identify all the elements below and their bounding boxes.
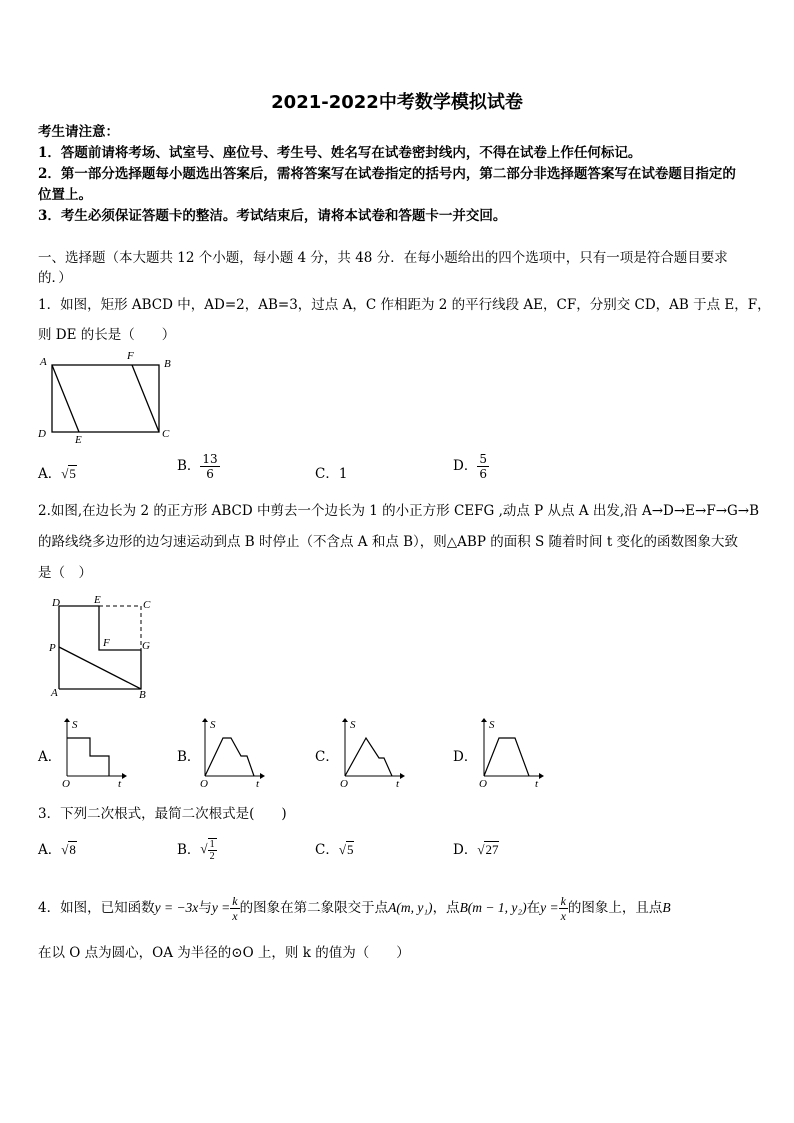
q4-text: ，点 [432, 900, 460, 916]
q4-stem-cont: 在以 O 点为圆心，OA 为半径的⊙O 上，则 k 的值为（ ） [38, 945, 410, 961]
q4-text: 的图象在第二象限交于点 [239, 900, 389, 916]
q1-label-A: A [40, 356, 47, 368]
option-value: 1 [338, 466, 348, 482]
q4-point-b: B(m − 1, y₂) [459, 900, 527, 915]
q1-label-C: C [162, 428, 170, 440]
notice-item: 2．第一部分选择题每小题选出答案后，需将答案写在试卷指定的括号内，第二部分非选择题答案写在试卷题目指定的 [38, 166, 736, 182]
svg-text:S: S [72, 719, 78, 731]
notice-item: 位置上。 [38, 187, 92, 203]
q4-formula: y = −3x [154, 900, 199, 915]
q4-point-b-label: B [662, 900, 671, 915]
q1-stem: 1．如图，矩形 ABCD 中，AD=2，AB=3，过点 A，C 作相距为 2 的平行线段 AE，CF，分别交 CD，AB 于点 E，F， [38, 297, 771, 313]
q3-option-b[interactable] [177, 838, 217, 862]
q1-label-D: D [38, 428, 46, 440]
q1-label-F: F [127, 350, 134, 362]
q2-label-C: C [143, 599, 151, 611]
q1-option-c[interactable] [315, 462, 347, 482]
q4-point-a: A(m, y₁) [388, 900, 433, 915]
q2-option-b[interactable]: B． [177, 749, 201, 765]
option-label: A． [38, 466, 62, 482]
q3-option-c[interactable] [315, 838, 354, 858]
q2-square-figure [44, 592, 164, 700]
q1-stem-cont: 则 DE 的长是（ ） [38, 327, 176, 343]
q2-label-G: G [142, 640, 150, 652]
q2-stem-cont2: 是（ ） [38, 565, 92, 581]
svg-text:O: O [340, 778, 348, 790]
q2-label-E: E [94, 594, 101, 606]
svg-text:t: t [396, 778, 400, 790]
q4-stem [38, 893, 671, 923]
svg-text:O: O [62, 778, 70, 790]
section-heading-cont: 的．） [38, 270, 72, 286]
section-heading: 一、选择题（本大题共 12 个小题，每小题 4 分，共 48 分．在每小题给出的四个选项中，只有一项是符合题目要求 [38, 250, 728, 266]
q2-option-c[interactable]: C． [315, 749, 339, 765]
q2-label-D: D [52, 597, 60, 609]
q3-stem: 3．下列二次根式，最简二次根式是( ) [38, 806, 287, 822]
q2-graph-c [338, 718, 406, 790]
q4-fraction: $\frac{k}{x}$ [560, 894, 566, 923]
q1-option-d[interactable] [453, 452, 489, 481]
q1-option-a[interactable] [38, 462, 77, 482]
q2-graph-b [198, 718, 266, 790]
svg-text:O: O [479, 778, 487, 790]
svg-text:t: t [118, 778, 122, 790]
q2-stem-cont: 的路线绕多边形的边匀速运动到点 B 时停止（不含点 A 和点 B），则△ABP 的面积 S 随着时间 t 变化的函数图象大致 [38, 534, 739, 550]
option-label: C． [315, 466, 339, 482]
svg-text:t: t [535, 778, 539, 790]
q2-label-F: F [103, 637, 110, 649]
fraction: $\frac{5}{6}$ [479, 452, 487, 481]
q2-label-P: P [49, 642, 56, 654]
sqrt-expression: √8 [61, 842, 76, 857]
sqrt-expression: √27 [477, 842, 499, 857]
q1-label-B: B [164, 358, 171, 370]
option-label: B． [177, 458, 201, 474]
svg-text:S: S [350, 719, 356, 731]
q1-label-E: E [75, 434, 82, 446]
q4-formula: y = [211, 900, 231, 915]
q3-option-a[interactable] [38, 838, 77, 858]
option-label: C． [315, 842, 339, 858]
q2-graph-a [60, 718, 128, 790]
sqrt-expression: √5 [338, 842, 354, 857]
q2-option-d[interactable]: D． [453, 749, 478, 765]
q4-text: 4．如图，已知函数 [38, 900, 155, 916]
q2-option-a[interactable]: A． [38, 749, 62, 765]
svg-text:O: O [200, 778, 208, 790]
q4-text: 的图象上，且点 [567, 900, 663, 916]
notice-heading: 考生请注意： [38, 124, 119, 140]
sqrt-fraction: √ $\frac{1}{2}$ [200, 839, 215, 862]
q3-option-d[interactable] [453, 838, 499, 858]
q2-graph-d [477, 718, 545, 790]
notice-item: 1．答题前请将考场、试室号、座位号、考生号、姓名写在试卷密封线内，不得在试卷上作任何标记。 [38, 145, 642, 161]
sqrt-expression: √5 [61, 466, 76, 481]
fraction: $\frac{13}{6}$ [202, 452, 218, 481]
option-label: D． [453, 842, 478, 858]
q2-label-A: A [51, 687, 58, 699]
option-label: B． [177, 842, 201, 858]
svg-text:t: t [256, 778, 260, 790]
q4-text: 与 [198, 900, 212, 916]
svg-text:S: S [210, 719, 216, 731]
q2-stem: 2.如图,在边长为 2 的正方形 ABCD 中剪去一个边长为 1 的小正方形 CEFG ,动点 P 从点 A 出发,沿 A→D→E→F→G→B [38, 503, 760, 519]
q2-label-B: B [139, 689, 146, 700]
q4-formula: y = [540, 900, 559, 915]
q4-text: 在 [526, 900, 541, 916]
option-label: A． [38, 842, 62, 858]
option-label: D． [453, 458, 478, 474]
q1-rectangle-figure [35, 348, 185, 446]
q4-fraction: $\frac{k}{x}$ [232, 894, 238, 923]
svg-text:S: S [489, 719, 495, 731]
notice-item: 3．考生必须保证答题卡的整洁。考试结束后，请将本试卷和答题卡一并交回。 [38, 208, 507, 224]
page-title: 2021-2022中考数学模拟试卷 [271, 92, 523, 113]
q1-option-b[interactable] [177, 452, 220, 481]
